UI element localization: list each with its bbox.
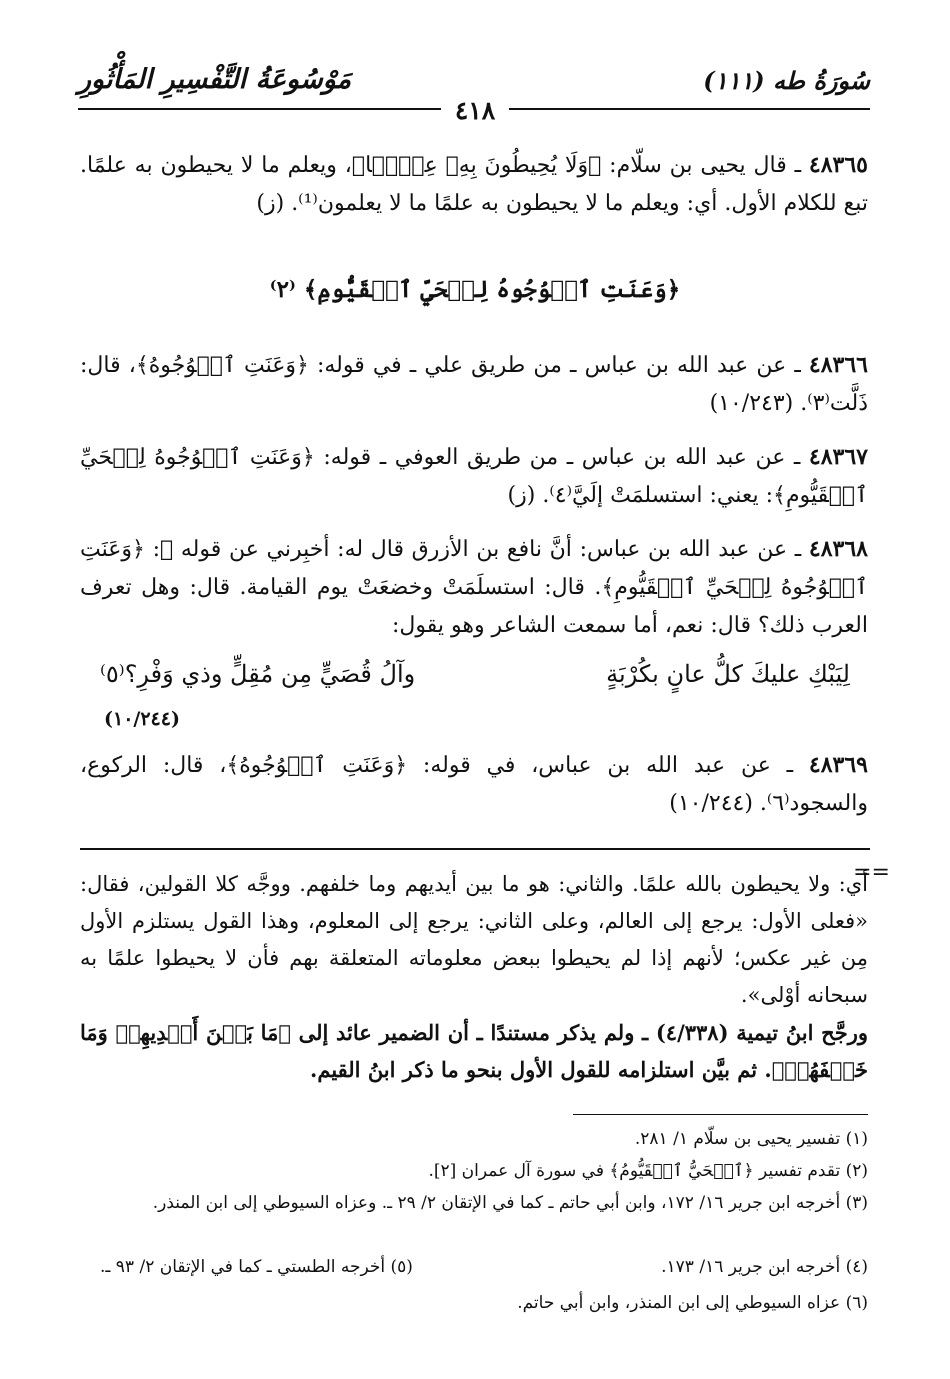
paragraph-48366 xyxy=(80,346,868,423)
narration-text: ـ عن عبد الله بن عباس ـ من طريق العوفي ـ قوله: ﴿وَعَنَتِ ٱلۡوُجُوهُ لِلۡحَيِّ ٱلۡقَيُّومِ﴾: يعني: استسلمَتْ إلَيَّ⁽٤⁾. (ز) xyxy=(80,445,868,508)
narration-text: ـ قال يحيى بن سلّام: ﴿وَلَا يُحِيطُونَ بِهِۦ عِلۡمࣰا﴾، ويعلم ما لا يحيطون به علمًا. تبع للكلام الأول. أي: ويعلم ما لا يحيطون به علمًا ما لا يعلمون⁽¹⁾. (ز) xyxy=(80,153,868,216)
narration-text: ـ عن عبد الله بن عباس: أنَّ نافع بن الأزرق قال له: أخبِرني عن قوله ﷻ: ﴿وَعَنَتِ ٱلۡوُجُوهُ لِلۡحَيِّ ٱلۡقَيُّومِ﴾. قال: استسلَمَتْ وخضعَتْ يوم القيامة. قال: وهل تعرف العرب ذلك؟ قال: نعم، أما سمعت الشاعر وهو يقول: xyxy=(80,537,868,638)
narration-number: ٤٨٣٦٩ xyxy=(808,752,868,778)
footnote-6: (٦) عزاه السيوطي إلى ابن المنذر، وابن أبي حاتم. xyxy=(517,1293,868,1313)
footnote-rule xyxy=(573,1114,868,1115)
commentary-paragraph-2: ورجَّح ابنُ تيمية (٤/٣٣٨) ـ ولم يذكر مستندًا ـ أن الضمير عائد إلى ﴿مَا بَيۡنَ أَيۡدِيهِمۡ وَمَا خَلۡفَهُمۡ﴾. ثم بيَّن استلزامه للقول الأول بنحو ما ذكر ابنُ القيم. xyxy=(80,1020,868,1082)
paragraph-48369 xyxy=(80,746,868,823)
poem-reference: (١٠/٢٤٤) xyxy=(104,708,180,730)
footnote-1: (١) تفسير يحيى بن سلّام ١/ ٢٨١. xyxy=(634,1129,868,1149)
book-title: مَوْسُوعَةُ التَّفْسِيرِ المَأْثُورِ xyxy=(78,64,352,95)
narration-number: ٤٨٣٦٥ xyxy=(808,152,868,178)
continuation-marker: == xyxy=(853,860,890,885)
narration-number: ٤٨٣٦٦ xyxy=(808,352,868,378)
paragraph-48368 xyxy=(80,530,868,645)
verse-heading: ﴿وَعَنَتِ ٱلۡوُجُوهُ لِلۡحَيِّ ٱلۡقَيُّومِ﴾ ⁽٢⁾ xyxy=(269,276,681,303)
footnote-4: (٤) أخرجه ابن جرير ١٦/ ١٧٣. xyxy=(661,1257,868,1277)
page-number-wrap xyxy=(0,96,950,125)
commentary-paragraph-1: أي: ولا يحيطون بالله علمًا. والثاني: هو ما بين أيديهم وما خلفهم. ووجَّه كلا القولين، فقال: «فعلى الأول: يرجع إلى العالم، وعلى الثاني: يرجع إلى المعلوم، وهذا القول يستلزم الأول مِن غير عكس؛ لأنهم إذا لم يحيطوا ببعض معلوماته المتعلقة بهم فأن لا يحيطوا علمًا به سبحانه أوْلى». xyxy=(80,872,868,1007)
footnote-2: (٢) تقدم تفسير ﴿ٱلۡحَيُّ ٱلۡقَيُّومُ﴾ في سورة آل عمران [٢]. xyxy=(428,1161,868,1181)
paragraph-48365 xyxy=(80,146,868,223)
narration-number: ٤٨٣٦٧ xyxy=(808,444,868,470)
footnote-5: (٥) أخرجه الطستي ـ كما في الإتقان ٢/ ٩٣ ـ. xyxy=(100,1257,413,1277)
poem-hemistich-right: لِيَبْكِ عليكَ كلُّ عانٍ بكُرْبَةٍ xyxy=(606,660,850,688)
poem-verse xyxy=(100,660,850,688)
narration-text: ـ عن عبد الله بن عباس ـ من طريق علي ـ في قوله: ﴿وَعَنَتِ ٱلۡوُجُوهُ﴾، قال: ذَلَّت⁽٣⁾. (١٠/٢٤٣) xyxy=(80,353,868,416)
surah-title: سُورَةُ طه (١١١) xyxy=(703,66,870,95)
narration-number: ٤٨٣٦٨ xyxy=(808,536,868,562)
narration-text: ـ عن عبد الله بن عباس، في قوله: ﴿وَعَنَتِ ٱلۡوُجُوهُ﴾، قال: الركوع، والسجود⁽٦⁾. (١٠/٢٤٤) xyxy=(80,753,868,816)
footnote-3: (٣) أخرجه ابن جرير ١٦/ ١٧٢، وابن أبي حاتم ـ كما في الإتقان ٢/ ٢٩ ـ. وعزاه السيوطي إلى ابن المنذر. xyxy=(152,1193,868,1213)
poem-hemistich-left: وآلُ قُصَيٍّ مِن مُقِلٍّ وذي وَفْرِ؟⁽٥⁾ xyxy=(100,660,416,688)
commentary-divider xyxy=(80,848,870,850)
page-number: ٤١٨ xyxy=(441,96,509,125)
paragraph-48367 xyxy=(80,438,868,515)
